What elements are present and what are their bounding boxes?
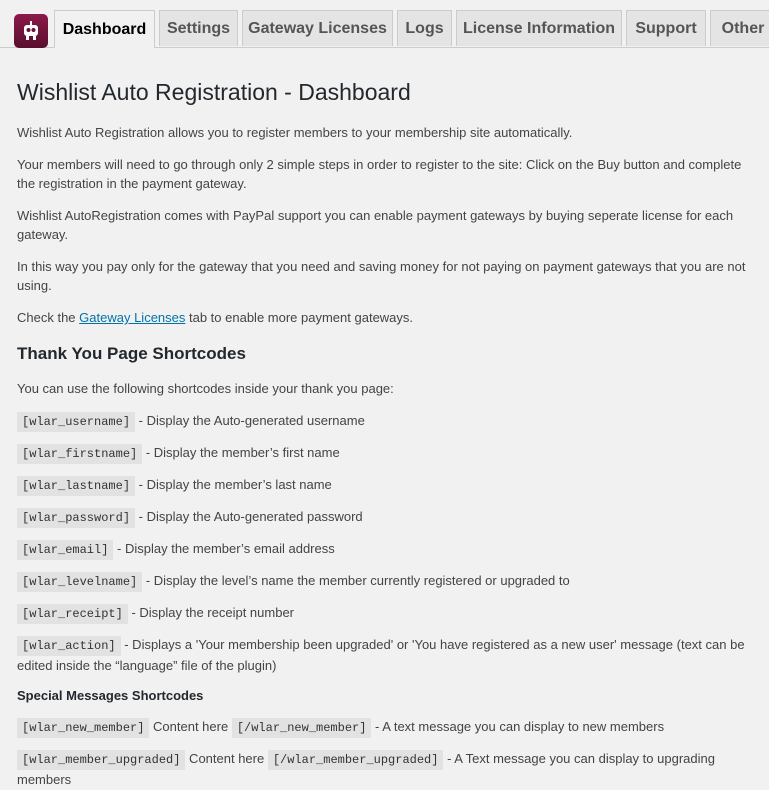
shortcode-code: [wlar_email] <box>17 540 113 560</box>
intro-paragraph: Wishlist AutoRegistration comes with PayPal support you can enable payment gateways by buying seperate license for each gateway. <box>17 208 734 242</box>
shortcode-code: [wlar_password] <box>17 508 135 528</box>
note-text: Check the <box>17 310 80 325</box>
robot-icon <box>20 20 42 42</box>
special-desc: - A Text message you can display to upgrading members <box>17 751 715 787</box>
shortcode-code: [wlar_action] <box>17 636 121 656</box>
tab-logs[interactable]: Logs <box>397 10 452 46</box>
shortcode-item <box>17 539 762 560</box>
intro-paragraph: Your members will need to go through only 2 simple steps in order to register to the site: Click on the Buy button and complete the registration in the payment gateway. <box>17 157 742 191</box>
shortcodes-intro: You can use the following shortcodes inside your thank you page: <box>17 381 394 396</box>
shortcode-desc: - Display the level’s name the member currently registered or upgraded to <box>142 573 570 588</box>
shortcode-item <box>17 603 762 624</box>
shortcode-close-code: [/wlar_member_upgraded] <box>268 750 444 770</box>
shortcode-item <box>17 411 762 432</box>
shortcode-item <box>17 475 762 496</box>
shortcode-item <box>17 443 762 464</box>
tab-bar <box>0 0 769 48</box>
shortcode-code: [wlar_firstname] <box>17 444 142 464</box>
shortcode-item <box>17 571 762 592</box>
tab-gateway-licenses[interactable]: Gateway Licenses <box>242 10 393 46</box>
plugin-logo <box>14 14 48 48</box>
shortcode-desc: - Display the member’s first name <box>142 445 340 460</box>
shortcodes-heading: Thank You Page Shortcodes <box>17 344 246 363</box>
intro-paragraph: Wishlist Auto Registration allows you to register members to your membership site automatically. <box>17 125 573 140</box>
shortcode-item <box>17 635 762 675</box>
tab-other[interactable]: Other <box>710 10 769 46</box>
tab-dashboard[interactable]: Dashboard <box>54 10 155 48</box>
shortcode-code: [wlar_receipt] <box>17 604 128 624</box>
shortcode-desc: - Display the receipt number <box>127 605 295 620</box>
special-heading: Special Messages Shortcodes <box>17 688 204 703</box>
tab-settings[interactable]: Settings <box>159 10 238 46</box>
shortcode-code: [wlar_levelname] <box>17 572 142 592</box>
tab-license-information[interactable]: License Information <box>456 10 622 46</box>
special-mid: Content here <box>185 751 268 766</box>
special-item <box>17 749 762 789</box>
shortcode-close-code: [/wlar_new_member] <box>232 718 372 738</box>
intro-paragraph: In this way you pay only for the gateway that you need and saving money for not paying on payment gateways that you are not using. <box>17 259 746 293</box>
page-title: Wishlist Auto Registration - Dashboard <box>17 79 411 105</box>
shortcode-open-code: [wlar_member_upgraded] <box>17 750 185 770</box>
special-desc: - A text message you can display to new members <box>371 719 665 734</box>
shortcode-code: [wlar_lastname] <box>17 476 135 496</box>
tab-support[interactable]: Support <box>626 10 706 46</box>
shortcode-desc: - Displays a 'Your membership been upgraded' or 'You have registered as a new user' message (text can be edited inside the “language” file of the plugin) <box>17 637 745 673</box>
special-item <box>17 717 762 738</box>
shortcode-item <box>17 507 762 528</box>
shortcode-desc: - Display the member’s last name <box>135 477 332 492</box>
shortcode-desc: - Display the Auto-generated password <box>135 509 363 524</box>
shortcode-desc: - Display the member’s email address <box>113 541 335 556</box>
gateway-licenses-note <box>17 308 762 327</box>
shortcode-code: [wlar_username] <box>17 412 135 432</box>
gateway-licenses-link[interactable]: Gateway Licenses <box>79 310 186 325</box>
note-text: tab to enable more payment gateways. <box>185 310 414 325</box>
shortcode-desc: - Display the Auto-generated username <box>135 413 365 428</box>
shortcode-open-code: [wlar_new_member] <box>17 718 149 738</box>
special-mid: Content here <box>149 719 232 734</box>
